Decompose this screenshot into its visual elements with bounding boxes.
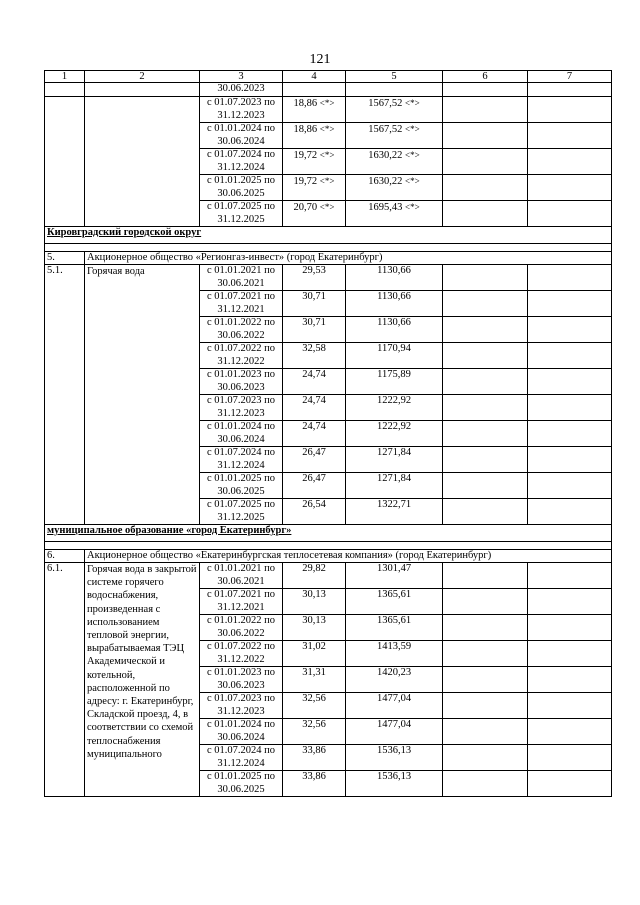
value-cell [346,395,443,421]
value-cell [346,719,443,745]
value: 1301,47 [376,563,412,574]
value-cell [283,265,346,291]
table-row [45,83,612,97]
value-cell [346,745,443,771]
value: 1271,84 [376,473,412,484]
value-cell [283,745,346,771]
empty-cell [443,589,528,615]
footnote-mark: <*> [319,124,335,134]
value: 30,13 [302,615,326,626]
value-cell [283,149,346,175]
section-title: Кировградский городской округ [45,227,612,244]
value: 26,47 [302,447,326,458]
empty-cell [443,265,528,291]
value-cell [346,265,443,291]
empty-cell [528,369,612,395]
value-cell [283,771,346,797]
empty-cell [528,447,612,473]
value: 30,71 [302,317,326,328]
value-cell [283,369,346,395]
value-cell [346,771,443,797]
value: 1222,92 [376,421,412,432]
table-row [45,265,612,291]
value-cell [346,615,443,641]
period-cell: с 01.07.2022 по 31.12.2022 [200,343,283,369]
value-cell [283,641,346,667]
empty-cell [443,641,528,667]
value: 32,56 [302,719,326,730]
value: 1567,52 [368,124,403,135]
empty-cell [528,615,612,641]
value: 19,72 [293,176,318,187]
value-cell [283,97,346,123]
empty-cell [528,265,612,291]
empty-cell [528,667,612,693]
value: 24,74 [302,421,326,432]
empty-cell [443,421,528,447]
value-cell [283,201,346,227]
value: 26,54 [302,499,326,510]
period-cell: с 01.01.2023 по 30.06.2023 [200,667,283,693]
value: 33,86 [302,745,326,756]
value: 1130,66 [377,317,411,328]
value-cell [346,499,443,525]
page-number: 121 [309,52,331,67]
value: 24,74 [302,369,326,380]
value: 1130,66 [377,291,411,302]
value: 1567,52 [368,98,403,109]
empty-cell [528,641,612,667]
organization-number: 6. [45,550,85,563]
footnote-mark: <*> [319,98,335,108]
period-cell: с 01.01.2024 по 30.06.2024 [200,719,283,745]
value: 1630,22 [368,176,403,187]
empty-cell [528,563,612,589]
empty-cell [443,447,528,473]
value: 31,02 [302,641,326,652]
value: 1271,84 [376,447,412,458]
header-cell: 6 [443,71,528,83]
period-cell: с 01.07.2023 по 31.12.2023 [200,693,283,719]
value-cell [283,499,346,525]
value: 1630,22 [368,150,403,161]
value-cell [283,123,346,149]
empty-cell [528,589,612,615]
empty-cell [528,343,612,369]
empty-cell [443,369,528,395]
value-cell [283,175,346,201]
header-cell: 5 [346,71,443,83]
section-title-row [45,227,612,244]
value: 1365,61 [376,615,412,626]
value-cell [346,97,443,123]
value: 1536,13 [376,745,412,756]
period-cell: с 01.01.2023 по 30.06.2023 [200,369,283,395]
table-row [45,97,612,123]
period-cell: с 01.01.2021 по 30.06.2021 [200,265,283,291]
value-cell [346,201,443,227]
value-cell [346,667,443,693]
footnote-mark: <*> [405,124,420,134]
value-cell [283,343,346,369]
empty-cell [528,395,612,421]
value-cell [283,447,346,473]
value: 19,72 [293,150,318,161]
value: 30,71 [302,291,326,302]
empty-cell [528,317,612,343]
value: 1536,13 [376,771,412,782]
value: 1170,94 [377,343,411,354]
value-cell [346,291,443,317]
value: 1222,92 [376,395,412,406]
value-cell [283,317,346,343]
value-cell [283,589,346,615]
value-cell [346,421,443,447]
empty-cell [443,201,528,227]
value-cell [346,563,443,589]
organization-row [45,252,612,265]
value: 29,53 [302,265,326,276]
period-cell: с 01.07.2023 по 31.12.2023 [200,97,283,123]
value: 1695,43 [368,202,403,213]
value-cell [346,473,443,499]
value-cell [283,563,346,589]
footnote-mark: <*> [319,150,335,160]
value-cell [346,589,443,615]
empty-cell [443,123,528,149]
value: 24,74 [302,395,326,406]
value: 18,86 [293,98,318,109]
footnote-mark: <*> [405,176,420,186]
item-number: 5.1. [45,265,85,525]
value-cell [346,693,443,719]
value: 1365,61 [376,589,412,600]
empty-cell [443,719,528,745]
empty-cell [528,473,612,499]
value: 30,13 [302,589,326,600]
value: 20,70 [293,202,318,213]
period-cell: с 01.01.2025 по 30.06.2025 [200,175,283,201]
value-cell [283,395,346,421]
value-cell [346,123,443,149]
item-name: Горячая вода [85,265,200,525]
header-cell: 1 [45,71,85,83]
empty-cell [528,149,612,175]
empty-cell [528,175,612,201]
period-cell: с 01.07.2025 по 31.12.2025 [200,201,283,227]
header-cell: 3 [200,71,283,83]
empty-cell [443,667,528,693]
item-number: 6.1. [45,563,85,797]
empty-cell [443,615,528,641]
empty-cell [443,97,528,123]
empty-cell [528,97,612,123]
value: 18,86 [293,124,318,135]
value-cell [346,369,443,395]
value: 1175,89 [377,369,411,380]
period-cell: с 01.07.2021 по 31.12.2021 [200,589,283,615]
empty-cell [443,745,528,771]
empty-cell [528,421,612,447]
value-cell [283,291,346,317]
empty-cell [443,563,528,589]
value: 32,56 [302,693,326,704]
period-cell: с 01.01.2025 по 30.06.2025 [200,473,283,499]
organization-number: 5. [45,252,85,265]
period-cell: с 01.01.2021 по 30.06.2021 [200,563,283,589]
value: 31,31 [302,667,326,678]
empty-cell [528,719,612,745]
empty-cell [528,745,612,771]
value: 1477,04 [376,693,412,704]
value-cell [346,149,443,175]
period-cell: 30.06.2023 [200,83,283,97]
empty-cell [443,395,528,421]
value: 1322,71 [376,499,412,510]
empty-cell [443,291,528,317]
period-cell: с 01.07.2023 по 31.12.2023 [200,395,283,421]
period-cell: с 01.07.2024 по 31.12.2024 [200,745,283,771]
value-cell [283,615,346,641]
empty-cell [443,343,528,369]
empty-cell [443,175,528,201]
empty-cell [528,201,612,227]
value-cell [346,317,443,343]
organization-name: Акционерное общество «Регионгаз-инвест» (город Екатеринбург) [85,252,612,265]
value-cell [346,447,443,473]
footnote-mark: <*> [319,176,335,186]
empty-cell [528,123,612,149]
period-cell: с 01.01.2022 по 30.06.2022 [200,615,283,641]
section-title: муниципальное образование «город Екатеринбург» [45,525,612,542]
value-cell [283,421,346,447]
value: 33,86 [302,771,326,782]
empty-cell [443,499,528,525]
item-name: Горячая вода в закрытой системе горячего водоснабжения, произведенная с использованием тепловой энергии, вырабатываемая ТЭЦ Академической и котельной, расположенной по адресу: г. Екатеринбург, Складской проезд, 4, в соответствии со схемой теплоснабжения муниципального [85,563,200,797]
section-title-row [45,525,612,542]
value: 1477,04 [376,719,412,730]
header-row [45,71,612,83]
footnote-mark: <*> [405,202,420,212]
value: 29,82 [302,563,326,574]
value-cell [346,641,443,667]
empty-cell [528,291,612,317]
footnote-mark: <*> [319,202,335,212]
empty-cell [443,473,528,499]
value-cell [283,693,346,719]
value: 26,47 [302,473,326,484]
empty-cell [528,693,612,719]
footnote-mark: <*> [405,150,420,160]
value-cell [283,667,346,693]
organization-row [45,550,612,563]
value: 1130,66 [377,265,411,276]
period-cell: с 01.07.2024 по 31.12.2024 [200,149,283,175]
empty-cell [528,771,612,797]
value: 32,58 [302,343,326,354]
period-cell: с 01.01.2024 по 30.06.2024 [200,123,283,149]
period-cell: с 01.07.2025 по 31.12.2025 [200,499,283,525]
header-cell: 7 [528,71,612,83]
period-cell: с 01.01.2025 по 30.06.2025 [200,771,283,797]
value-cell [283,719,346,745]
tariff-table [44,70,612,797]
value-cell [346,175,443,201]
value: 1420,23 [376,667,412,678]
empty-cell [443,771,528,797]
empty-cell [443,693,528,719]
period-cell: с 01.01.2024 по 30.06.2024 [200,421,283,447]
value-cell [283,473,346,499]
value: 1413,59 [376,641,412,652]
period-cell: с 01.07.2022 по 31.12.2022 [200,641,283,667]
empty-cell [443,317,528,343]
empty-cell [528,499,612,525]
empty-cell [443,149,528,175]
header-cell: 4 [283,71,346,83]
period-cell: с 01.07.2021 по 31.12.2021 [200,291,283,317]
period-cell: с 01.01.2022 по 30.06.2022 [200,317,283,343]
organization-name: Акционерное общество «Екатеринбургская теплосетевая компания» (город Екатеринбург) [85,550,612,563]
value-cell [346,343,443,369]
period-cell: с 01.07.2024 по 31.12.2024 [200,447,283,473]
footnote-mark: <*> [405,98,420,108]
header-cell: 2 [85,71,200,83]
table-row [45,563,612,589]
